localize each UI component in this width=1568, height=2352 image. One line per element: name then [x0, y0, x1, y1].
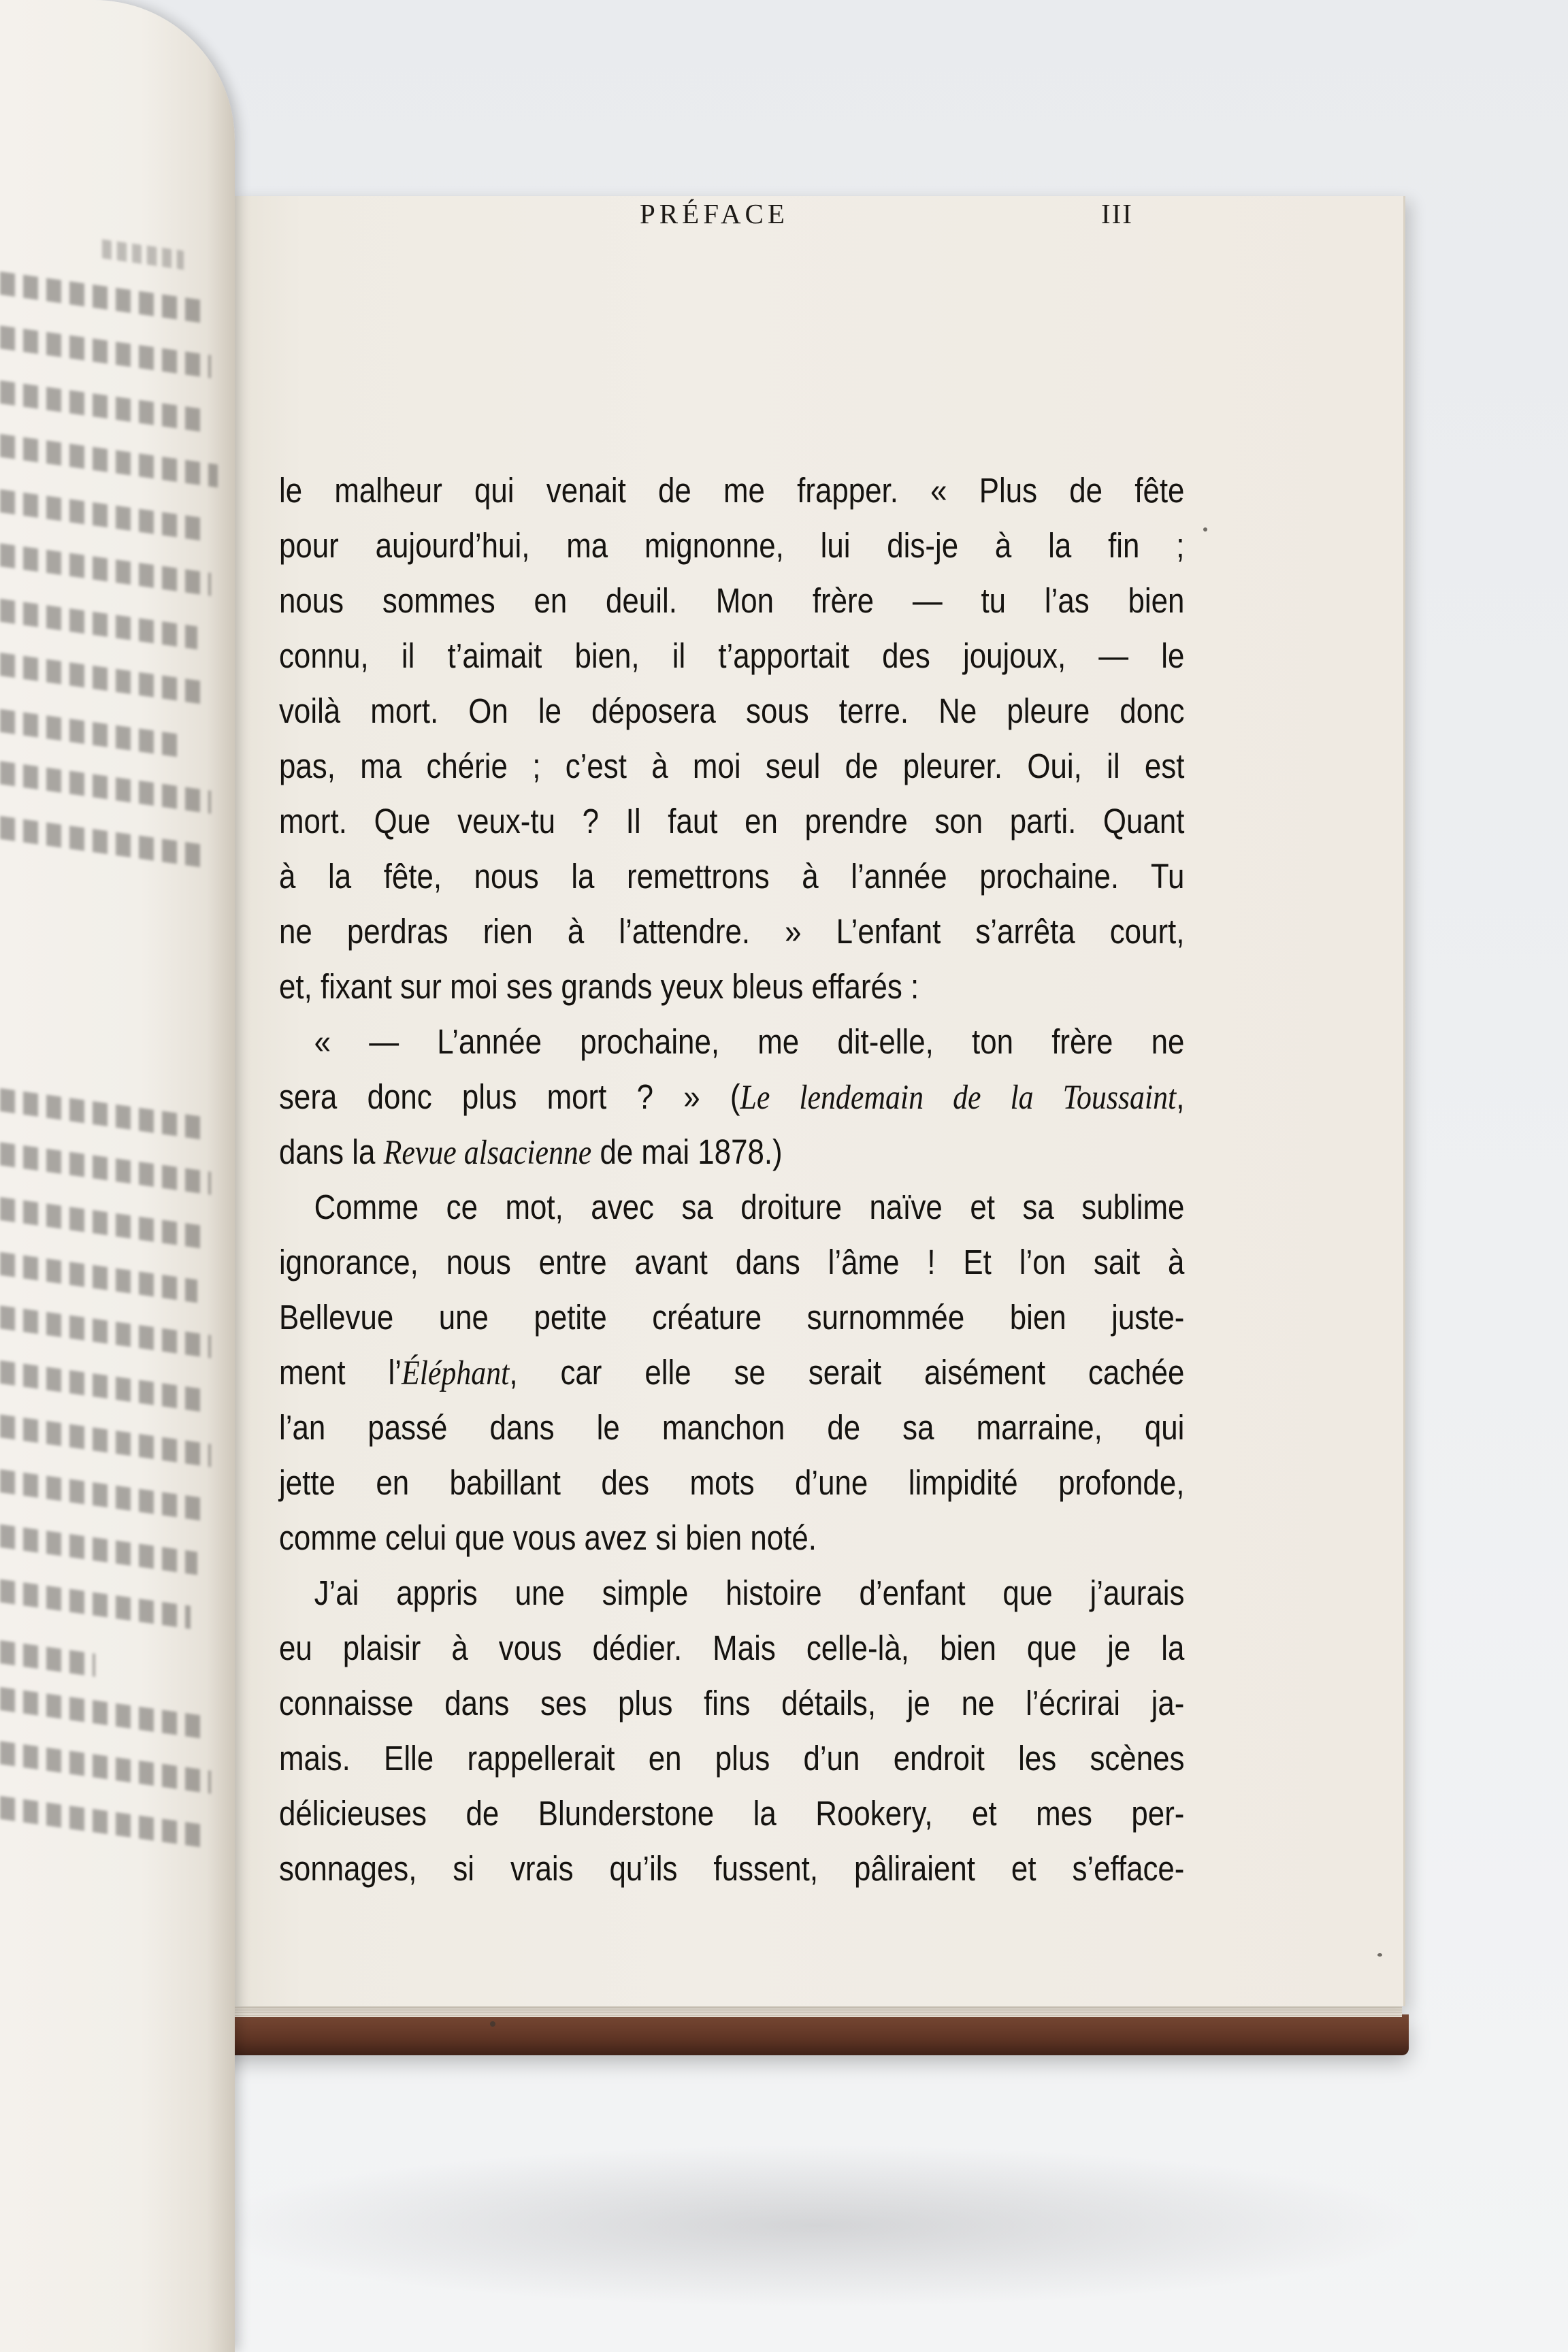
- text-line: sonnages, si vrais qu’ils fussent, pâliraient et s’efface-: [279, 1849, 1185, 1888]
- paper-speck: [490, 2021, 495, 2027]
- text-line: Bellevue une petite créature surnommée bien juste-: [279, 1298, 1185, 1337]
- book-page-left-blurred: [0, 0, 235, 2352]
- running-head: [0, 197, 1568, 238]
- text-line: mais. Elle rappellerait en plus d’un endroit les scènes: [279, 1739, 1185, 1778]
- text-line: délicieuses de Blunderstone la Rookery, et mes per-: [279, 1794, 1185, 1833]
- text-line: J’ai appris une simple histoire d’enfant que j’aurais: [314, 1573, 1185, 1612]
- text-line: connu, il t’aimait bien, il t’apportait des joujoux, — le: [279, 636, 1185, 675]
- text-line: pas, ma chérie ; c’est à moi seul de pleurer. Oui, il est: [279, 747, 1185, 785]
- left-page-running-head-blur: [102, 240, 184, 270]
- italic-title: Le lendemain de la Toussaint: [740, 1079, 1177, 1117]
- text-line: « — L’année prochaine, me dit-elle, ton frère ne: [314, 1022, 1185, 1061]
- text-line: connaisse dans ses plus fins détails, je ne l’écrirai ja-: [279, 1684, 1185, 1722]
- italic-title: Revue alsacienne: [383, 1134, 592, 1172]
- text-line: pour aujourd’hui, ma mignonne, lui dis-je à la fin ;: [279, 526, 1185, 565]
- running-head-title: PRÉFACE: [640, 198, 789, 229]
- text-line: nous sommes en deuil. Mon frère — tu l’as bien: [279, 581, 1185, 620]
- text-line: ment l’Éléphant, car elle se serait aisément cachée: [279, 1353, 1185, 1392]
- text-line: eu plaisir à vous dédier. Mais celle-là, bien que je la: [279, 1629, 1185, 1667]
- text-line: voilà mort. On le déposera sous terre. Ne pleure donc: [279, 691, 1185, 730]
- text-line: à la fête, nous la remettrons à l’année prochaine. Tu: [279, 857, 1185, 896]
- text-line: sera donc plus mort ? » (Le lendemain de la Toussaint,: [279, 1077, 1185, 1117]
- left-page-text-blur: [0, 286, 225, 1960]
- text-line: ignorance, nous entre avant dans l’âme ! Et l’on sait à: [279, 1243, 1185, 1281]
- body-text: [279, 463, 1184, 1896]
- book-cover-edge: [204, 2014, 1409, 2055]
- text-line: Comme ce mot, avec sa droiture naïve et sa sublime: [314, 1188, 1185, 1226]
- italic-title: Éléphant: [401, 1354, 510, 1392]
- table-shadow: [204, 2144, 1429, 2307]
- page-number: III: [1101, 198, 1133, 229]
- paper-speck: [1203, 527, 1207, 532]
- text-line: comme celui que vous avez si bien noté.: [279, 1518, 817, 1557]
- paper-speck: [1377, 1953, 1382, 1957]
- text-line: ne perdras rien à l’attendre. » L’enfant s’arrêta court,: [279, 912, 1185, 951]
- text-line: et, fixant sur moi ses grands yeux bleus effarés :: [279, 967, 919, 1006]
- text-line: dans la Revue alsacienne de mai 1878.): [279, 1132, 783, 1172]
- text-line: l’an passé dans le manchon de sa marraine, qui: [279, 1408, 1185, 1447]
- text-line: mort. Que veux-tu ? Il faut en prendre son parti. Quant: [279, 802, 1185, 840]
- text-line: le malheur qui venait de me frapper. « Plus de fête: [279, 471, 1185, 510]
- text-line: jette en babillant des mots d’une limpidité profonde,: [279, 1463, 1185, 1502]
